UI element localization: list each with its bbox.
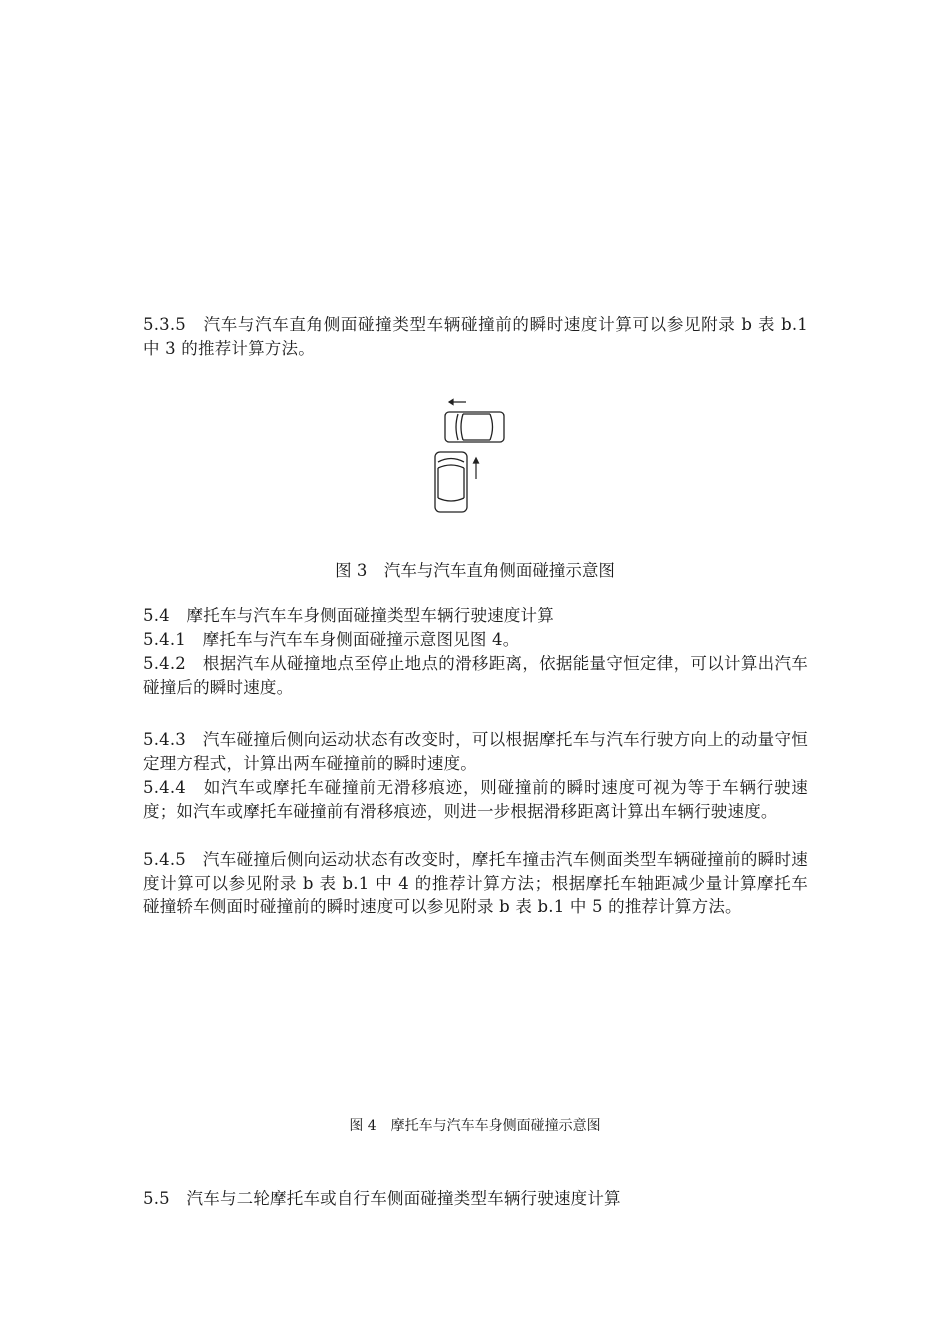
figure-3-collision-diagram [420, 390, 530, 520]
vertical-car-icon [435, 452, 467, 512]
section-5-4-2: 5.4.2 根据汽车从碰撞地点至停止地点的滑移距离，依据能量守恒定律，可以计算出汽车碰撞后的瞬时速度。 [143, 654, 808, 697]
section-5-4-heading: 5.4 摩托车与汽车车身侧面碰撞类型车辆行驶速度计算 [143, 606, 554, 625]
figure-4-caption: 图 4 摩托车与汽车车身侧面碰撞示意图 [349, 1118, 601, 1134]
section-5-4-1: 5.4.1 摩托车与汽车车身侧面碰撞示意图见图 4。 [143, 630, 520, 649]
section-5-5-heading: 5.5 汽车与二轮摩托车或自行车侧面碰撞类型车辆行驶速度计算 [143, 1189, 621, 1208]
section-5-3-5: 5.3.5 汽车与汽车直角侧面碰撞类型车辆碰撞前的瞬时速度计算可以参见附录 b 表 b.1 中 3 的推荐计算方法。 [143, 315, 808, 358]
section-5-4-4: 5.4.4 如汽车或摩托车碰撞前无滑移痕迹，则碰撞前的瞬时速度可视为等于车辆行驶速度；如汽车或摩托车碰撞前有滑移痕迹，则进一步根据滑移距离计算出车辆行驶速度。 [143, 778, 808, 821]
arrow-up-icon [474, 458, 479, 479]
figure-3-caption: 图 3 汽车与汽车直角侧面碰撞示意图 [335, 561, 615, 580]
arrow-left-icon [449, 400, 466, 405]
section-5-4-5: 5.4.5 汽车碰撞后侧向运动状态有改变时，摩托车撞击汽车侧面类型车辆碰撞前的瞬时速度计算可以参见附录 b 表 b.1 中 4 的推荐计算方法；根据摩托车轴距减少量计算摩托车碰撞轿车侧面时碰撞前的瞬时速度可以参见附录 b 表 b.1 中 5 的推荐计算方法。 [143, 850, 808, 916]
section-5-4-3: 5.4.3 汽车碰撞后侧向运动状态有改变时，可以根据摩托车与汽车行驶方向上的动量守恒定理方程式，计算出两车碰撞前的瞬时速度。 [143, 730, 808, 773]
horizontal-car-icon [445, 412, 504, 442]
